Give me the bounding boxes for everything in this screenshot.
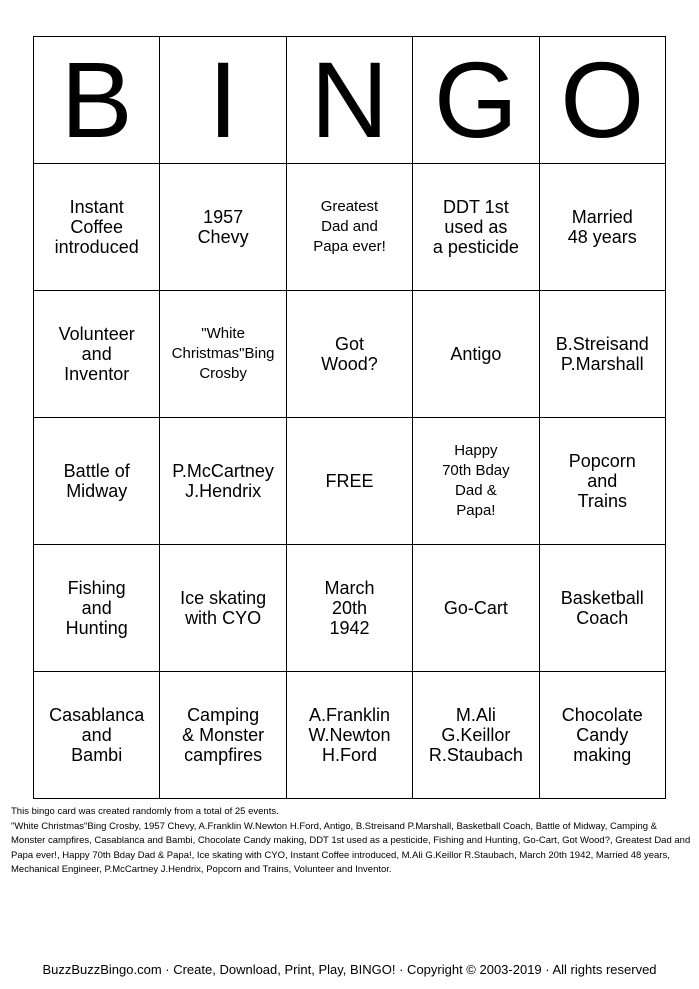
cell-text: Camping & Monster campfires <box>182 705 265 765</box>
bingo-row <box>34 672 666 799</box>
cell-text: Got Wood? <box>321 334 378 374</box>
bingo-row <box>34 291 666 418</box>
cell-text: B.Streisand P.Marshall <box>555 334 649 374</box>
bingo-cell <box>160 291 286 418</box>
cell-text: Go-Cart <box>443 598 508 618</box>
bingo-cell <box>539 164 665 291</box>
footnote-intro: This bingo card was created randomly from a total of 25 events. <box>11 806 279 817</box>
header-letter-o <box>539 37 665 164</box>
bingo-cell <box>160 672 286 799</box>
header-letter-b <box>34 37 160 164</box>
cell-text: March 20th 1942 <box>324 578 375 638</box>
cell-text: P.McCartney J.Hendrix <box>172 461 274 501</box>
cell-text: Ice skating with CYO <box>180 588 267 628</box>
cell-text: A.Franklin W.Newton H.Ford <box>308 705 391 765</box>
bingo-cell <box>286 672 412 799</box>
cell-text: Married 48 years <box>567 207 637 247</box>
header-letter-n <box>286 37 412 164</box>
cell-text: Battle of Midway <box>63 461 130 501</box>
bingo-card <box>33 36 666 799</box>
cell-text: Greatest Dad and Papa ever! <box>313 198 386 255</box>
card-footnote <box>11 805 691 878</box>
header-letter: O <box>560 39 645 160</box>
bingo-cell <box>413 418 539 545</box>
bingo-cell <box>34 291 160 418</box>
cell-text: Basketball Coach <box>560 588 644 628</box>
cell-text: Happy 70th Bday Dad & Papa! <box>442 442 510 519</box>
bingo-cell <box>34 164 160 291</box>
bingo-cell <box>413 672 539 799</box>
cell-text: Casablanca and Bambi <box>49 705 145 765</box>
header-letter: N <box>310 39 389 160</box>
cell-text: Fishing and Hunting <box>65 578 128 638</box>
bingo-cell <box>160 545 286 672</box>
bingo-row <box>34 545 666 672</box>
header-letter-i <box>160 37 286 164</box>
bingo-cell <box>413 164 539 291</box>
bingo-cell <box>286 545 412 672</box>
site-footer: BuzzBuzzBingo.com · Create, Download, Print, Play, BINGO! · Copyright © 2003-2019 · All rights reserved <box>42 962 657 977</box>
bingo-cell <box>34 672 160 799</box>
cell-text: "White Christmas"Bing Crosby <box>171 325 275 382</box>
footnote-event-list: "White Christmas"Bing Crosby, 1957 Chevy, A.Franklin W.Newton H.Ford, Antigo, B.Streisand P.Marshall, Basketball Coach, Battle of Midway, Camping & Monster campfires, Casablanca and Bambi, Chocolate Candy making, DDT 1st used as a pesticide, Fishing and Hunting, Go-Cart, Got Wood?, Greatest Dad and Papa ever!, Happy 70th Bday Dad & Papa!, Ice skating with CYO, Instant Coffee introduced, M.Ali G.Keillor R.Staubach, March 20th 1942, Married 48 years, Mechanical Engineer, P.McCartney J.Hendrix, Popcorn and Trains, Volunteer and Inventor. <box>11 820 691 875</box>
header-letter: G <box>433 39 518 160</box>
bingo-cell <box>160 164 286 291</box>
header-letter: B <box>60 39 133 160</box>
bingo-cell <box>539 545 665 672</box>
bingo-cell <box>413 291 539 418</box>
cell-text: Chocolate Candy making <box>561 705 643 765</box>
bingo-cell <box>413 545 539 672</box>
bingo-cell <box>34 545 160 672</box>
free-space-text: FREE <box>325 471 374 491</box>
cell-text: Instant Coffee introduced <box>54 197 139 257</box>
cell-text: Antigo <box>450 344 502 364</box>
bingo-cell <box>34 418 160 545</box>
bingo-cell <box>539 672 665 799</box>
cell-text: M.Ali G.Keillor R.Staubach <box>428 705 523 765</box>
bingo-header-row <box>34 37 666 164</box>
bingo-cell <box>286 164 412 291</box>
cell-text: Volunteer and Inventor <box>58 324 135 384</box>
header-letter: I <box>208 39 239 160</box>
cell-text: Popcorn and Trains <box>568 451 636 511</box>
bingo-cell <box>539 291 665 418</box>
bingo-row <box>34 418 666 545</box>
bingo-cell <box>286 291 412 418</box>
header-letter-g <box>413 37 539 164</box>
cell-text: DDT 1st used as a pesticide <box>432 197 519 257</box>
free-space-cell <box>286 418 412 545</box>
bingo-row <box>34 164 666 291</box>
bingo-cell <box>539 418 665 545</box>
cell-text: 1957 Chevy <box>197 207 249 247</box>
bingo-cell <box>160 418 286 545</box>
